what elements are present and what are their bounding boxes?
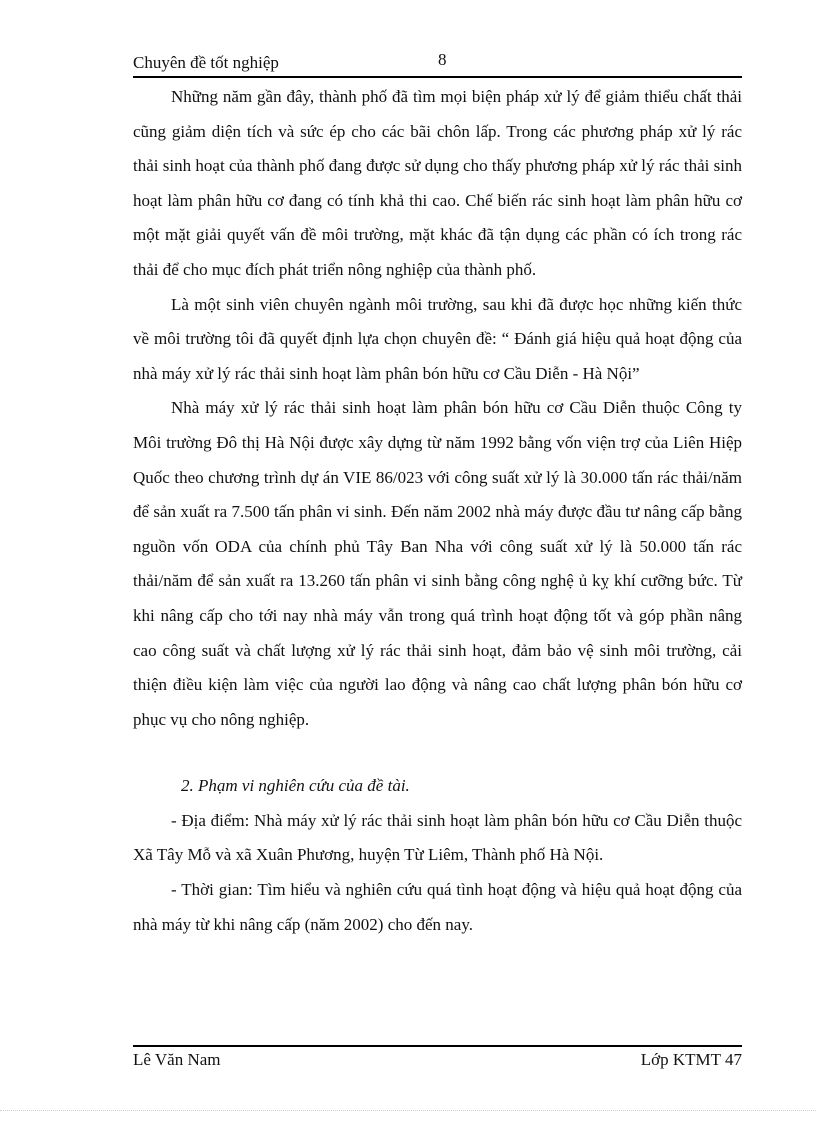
page-edge-divider <box>0 1110 816 1111</box>
document-body <box>133 80 742 942</box>
page-number: 8 <box>438 50 447 69</box>
footer-author: Lê Văn Nam <box>133 1050 221 1069</box>
paragraph: Nhà máy xử lý rác thải sinh hoạt làm phân bón hữu cơ Cầu Diễn thuộc Công ty Môi trường Đô thị Hà Nội được xây dựng từ năm 1992 bằng vốn viện trợ của Liên Hiệp Quốc theo chương trình dự án VIE 86/023 với công suất xử lý là 30.000 tấn rác thải/năm để sản xuất ra 7.500 tấn phân vi sinh. Đến năm 2002 nhà máy được đầu tư nâng cấp bằng nguồn vốn ODA của chính phủ Tây Ban Nha với công suất xử lý là 50.000 tấn rác thải/năm để sản xuất ra 13.260 tấn phân vi sinh bằng công nghệ ủ kỵ khí cưỡng bức. Từ khi nâng cấp cho tới nay nhà máy vẫn trong quá trình hoạt động tốt và góp phần nâng cao công suất và chất lượng xử lý rác thải sinh hoạt, đảm bảo vệ sinh môi trường, cải thiện điều kiện làm việc của người lao động và nâng cao chất lượng phân bón hữu cơ phục vụ cho nông nghiệp. <box>133 398 742 729</box>
header-divider <box>133 76 742 78</box>
paragraph: Là một sinh viên chuyên ngành môi trường, sau khi đã được học những kiến thức về môi trường tôi đã quyết định lựa chọn chuyên đề: “ Đánh giá hiệu quả hoạt động của nhà máy xử lý rác thải sinh hoạt làm phân bón hữu cơ Cầu Diễn - Hà Nội” <box>133 294 742 383</box>
paragraph: Những năm gần đây, thành phố đã tìm mọi biện pháp xử lý để giảm thiểu chất thải cũng giảm diện tích và sức ép cho các bãi chôn lấp. Trong các phương pháp xử lý rác thải sinh hoạt của thành phố đang được sử dụng cho thấy phương pháp xử lý rác thải sinh hoạt làm phân hữu cơ đang có tính khả thi cao. Chế biến rác sinh hoạt làm phân hữu cơ một mặt giải quyết vấn đề môi trường, mặt khác đã tận dụng các phần có ích trong rác thải để cho mục đích phát triển nông nghiệp của thành phố. <box>133 87 742 279</box>
spacer <box>133 737 742 769</box>
section-heading: 2. Phạm vi nghiên cứu của đề tài. <box>181 776 410 796</box>
bullet-item: - Địa điểm: Nhà máy xử lý rác thải sinh hoạt làm phân bón hữu cơ Cầu Diễn thuộc Xã Tây Mỗ và xã Xuân Phương, huyện Từ Liêm, Thành phố Hà Nội. <box>133 810 742 865</box>
footer-divider <box>133 1045 742 1047</box>
header-title: Chuyên đề tốt nghiệp <box>133 53 279 72</box>
footer-class: Lớp KTMT 47 <box>640 1050 742 1069</box>
bullet-item: - Thời gian: Tìm hiểu và nghiên cứu quá tình hoạt động và hiệu quả hoạt động của nhà máy từ khi nâng cấp (năm 2002) cho đến nay. <box>133 880 742 934</box>
page-header <box>133 50 742 76</box>
